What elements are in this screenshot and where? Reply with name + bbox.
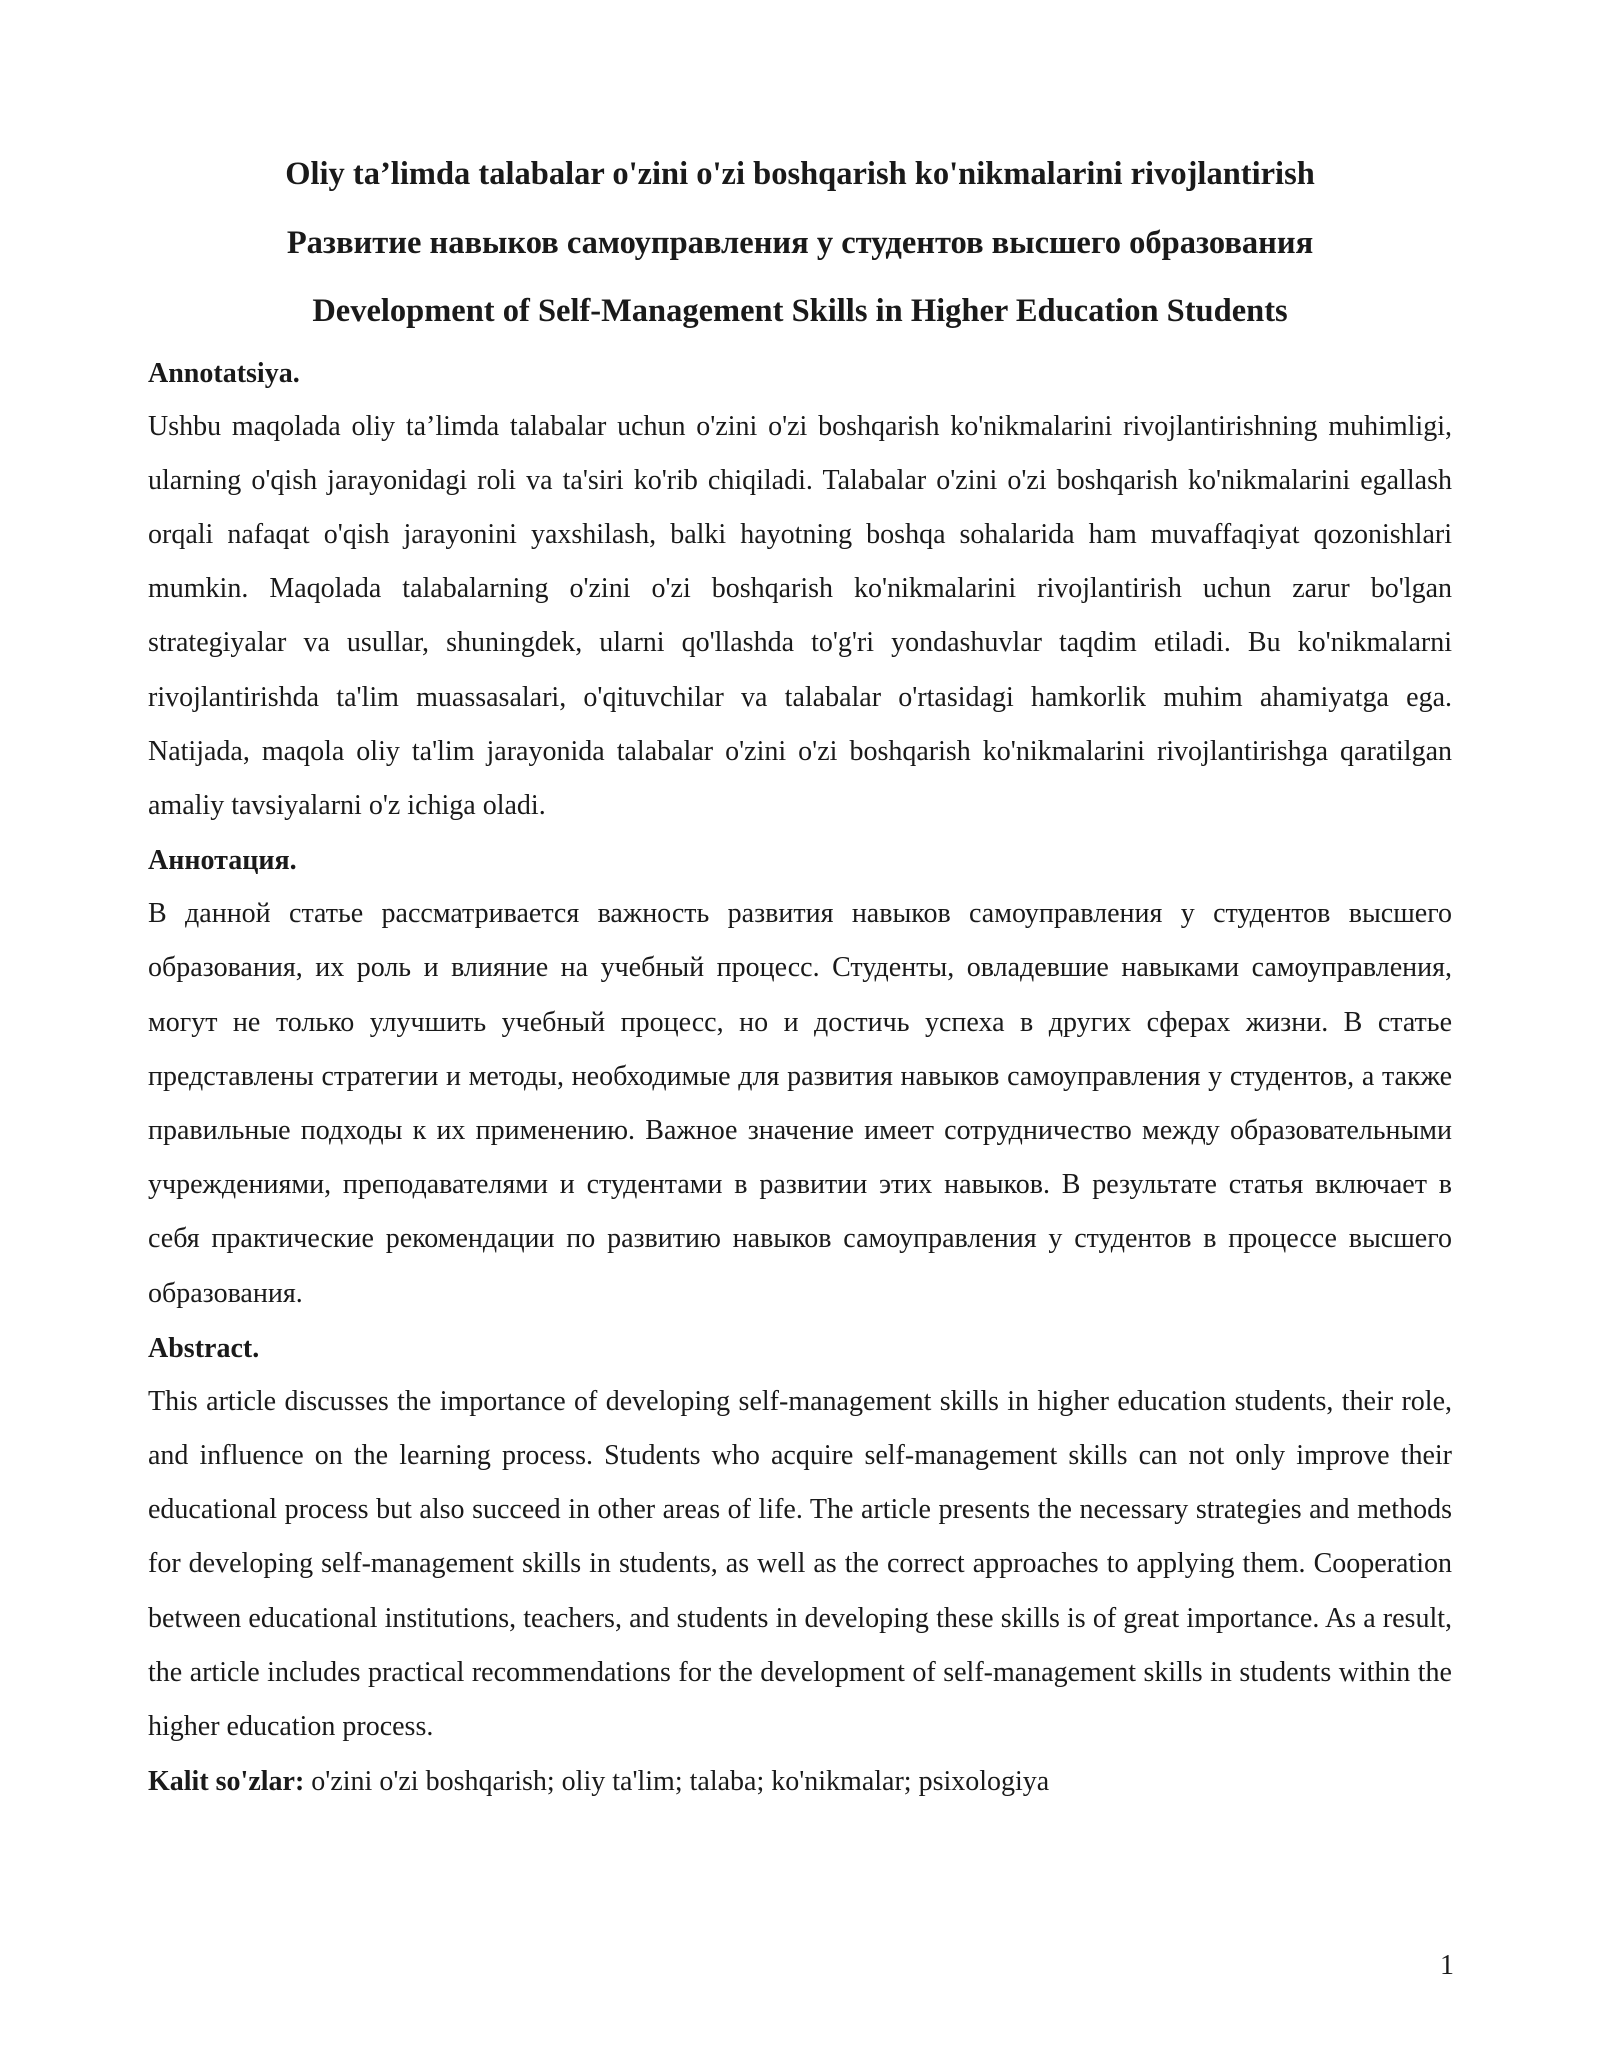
- keywords-label: Kalit so'zlar:: [148, 1766, 305, 1798]
- abstract-heading: Abstract.: [148, 1332, 260, 1364]
- annotatsiya-heading: Annotatsiya.: [148, 357, 300, 389]
- annotatsiya-ru-text: В данной статье рассматривается важность развития навыков самоуправления у студентов высшего образования, их роль и влияние на учебный процесс. Студенты, овладевшие навыками самоуправления, могут не только улучшить учебный процесс, но и достичь успеха в других сферах жизни. В статье представлены стратегии и методы, необходимые для развития навыков самоуправления у студентов, а также правильные подходы к их применению. Важное значение имеет сотрудничество между образовательными учреждениями, преподавателями и студентами в развитии этих навыков. В результате статья включает в себя практические рекомендации по развитию навыков самоуправления у студентов в процессе высшего образования.: [148, 898, 1452, 1309]
- title-uzbek: Oliy ta’limda talabalar o'zini o'zi boshqarish ko'nikmalarini rivojlantirish: [285, 156, 1315, 192]
- title-english: Development of Self-Management Skills in Higher Education Students: [312, 293, 1288, 329]
- annotatsiya-ru-heading: Аннотация.: [148, 845, 297, 877]
- keywords-text: o'zini o'zi boshqarish; oliy ta'lim; talaba; ko'nikmalar; psixologiya: [304, 1766, 1050, 1798]
- abstract-text: This article discusses the importance of developing self-management skills in higher education students, their role, and influence on the learning process. Students who acquire self-management skills can not only improve their educational process but also succeed in other areas of life. The article presents the necessary strategies and methods for developing self-management skills in students, as well as the correct approaches to applying them. Cooperation between educational institutions, teachers, and students in developing these skills is of great importance. As a result, the article includes practical recommendations for the development of self-management skills in students within the higher education process.: [148, 1385, 1452, 1742]
- annotatsiya-text: Ushbu maqolada oliy ta’limda talabalar uchun o'zini o'zi boshqarish ko'nikmalarini rivojlantirishning muhimligi, ularning o'qish jarayonidagi roli va ta'siri ko'rib chiqiladi. Talabalar o'zini o'zi boshqarish ko'nikmalarini egallash orqali nafaqat o'qish jarayonini yaxshilash, balki hayotning boshqa sohalarida ham muvaffaqiyat qozonishlari mumkin. Maqolada talabalarning o'zini o'zi boshqarish ko'nikmalarini rivojlantirish uchun zarur bo'lgan strategiyalar va usullar, shuningdek, ularni qo'llashda to'g'ri yondashuvlar taqdim etiladi. Bu ko'nikmalarni rivojlantirishda ta'lim muassasalari, o'qituvchilar va talabalar o'rtasidagi hamkorlik muhim ahamiyatga ega. Natijada, maqola oliy ta'lim jarayonida talabalar o'zini o'zi boshqarish ko'nikmalarini rivojlantirishga qaratilgan amaliy tavsiyalarni o'z ichiga oladi.: [148, 410, 1452, 821]
- page-number: 1: [1440, 1950, 1454, 1981]
- title-russian: Развитие навыков самоуправления у студентов высшего образования: [286, 224, 1314, 261]
- keywords-line: [148, 1762, 1452, 1802]
- document-page: [148, 140, 1452, 1802]
